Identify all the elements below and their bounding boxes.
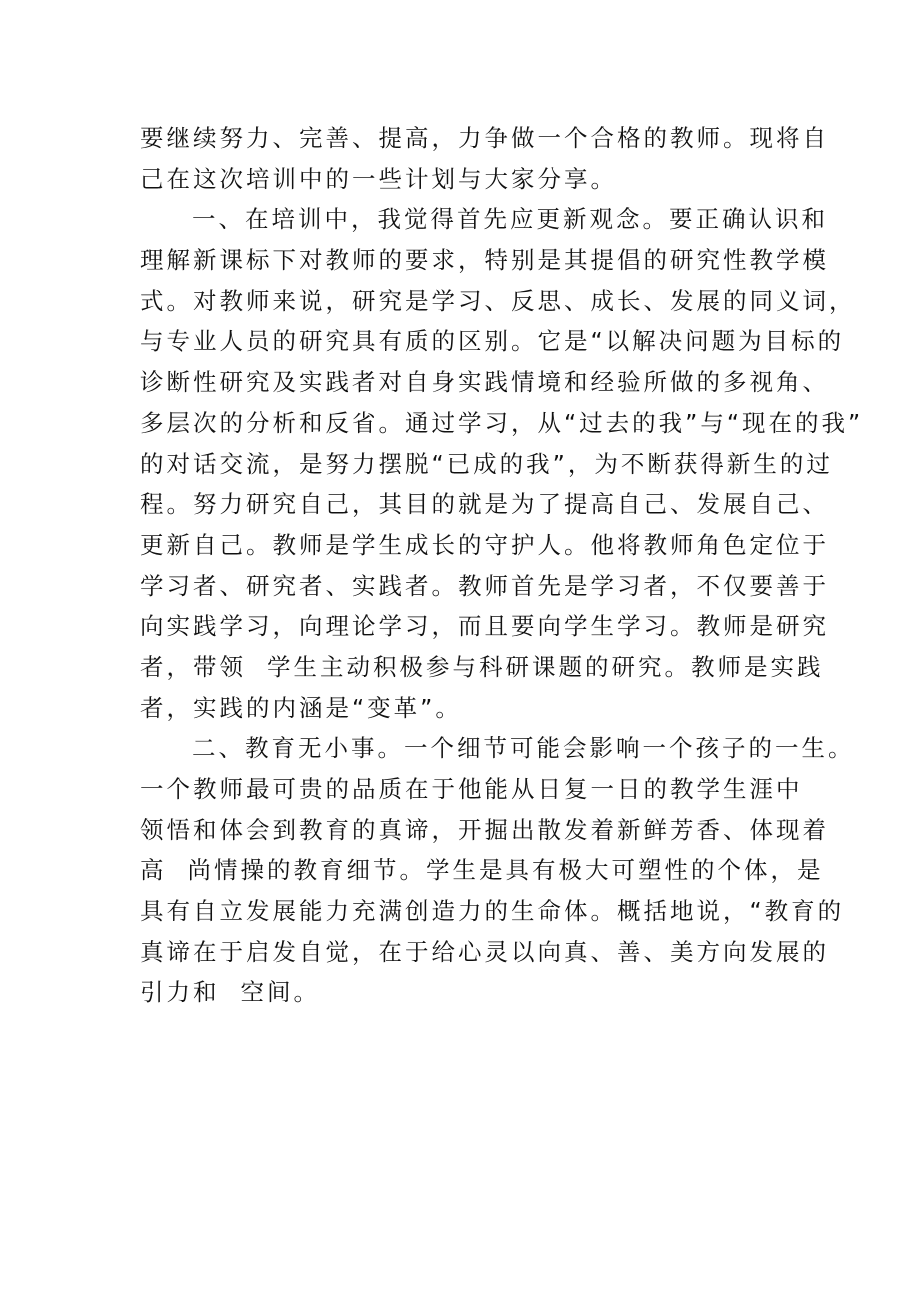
text-line: 学习者、研究者、实践者。教师首先是学习者，不仅要善于 xyxy=(140,571,829,600)
text-line: 式。对教师来说，研究是学习、反思、成长、发展的同义词， xyxy=(140,286,856,315)
paragraph-one xyxy=(140,199,864,728)
text-line: 具有自立发展能力充满创造力的生命体。概括地说，“教育的 xyxy=(140,897,845,926)
text-line: 真谛在于启发自觉，在于给心灵以向真、善、美方向发展的 xyxy=(140,937,829,966)
text-line: 一、在培训中，我觉得首先应更新观念。要正确认识和 xyxy=(192,205,828,234)
paragraph-continuation xyxy=(140,118,829,199)
text-line: 更新自己。教师是学生成长的守护人。他将教师角色定位于 xyxy=(140,530,829,559)
document-body xyxy=(140,118,864,1013)
text-line: 一个教师最可贵的品质在于他能从日复一日的教学生涯中 xyxy=(140,775,803,803)
text-line: 引力和 空间。 xyxy=(140,978,320,1007)
text-line: 要继续努力、完善、提高，力争做一个合格的教师。现将自 xyxy=(140,124,829,152)
paragraph-two xyxy=(140,728,855,1013)
text-line: 的对话交流，是努力摆脱“已成的我”，为不断获得新生的过 xyxy=(140,449,833,478)
text-line: 与专业人员的研究具有质的区别。它是“以解决问题为目标的 xyxy=(140,327,845,356)
text-line: 多层次的分析和反省。通过学习，从“过去的我”与“现在的我” xyxy=(140,408,864,437)
text-line: 理解新课标下对教师的要求，特别是其提倡的研究性教学模 xyxy=(140,246,829,275)
text-line: 诊断性研究及实践者对自身实践情境和经验所做的多视角、 xyxy=(140,368,829,397)
text-line: 向实践学习，向理论学习，而且要向学生学习。教师是研究 xyxy=(140,612,829,641)
text-line: 程。努力研究自己，其目的就是为了提高自己、发展自己、 xyxy=(140,490,829,519)
text-line: 者，带领 学生主动积极参与科研课题的研究。教师是实践 xyxy=(140,652,824,681)
text-line: 者，实践的内涵是“变革”。 xyxy=(140,693,462,722)
text-line: 高 尚情操的教育细节。学生是具有极大可塑性的个体，是 xyxy=(140,856,824,885)
text-line: 己在这次培训中的一些计划与大家分享。 xyxy=(140,164,617,193)
text-line: 二、教育无小事。一个细节可能会影响一个孩子的一生。 xyxy=(192,734,855,763)
text-line: 领悟和体会到教育的真谛，开掘出散发着新鲜芳香、体现着 xyxy=(140,815,829,844)
